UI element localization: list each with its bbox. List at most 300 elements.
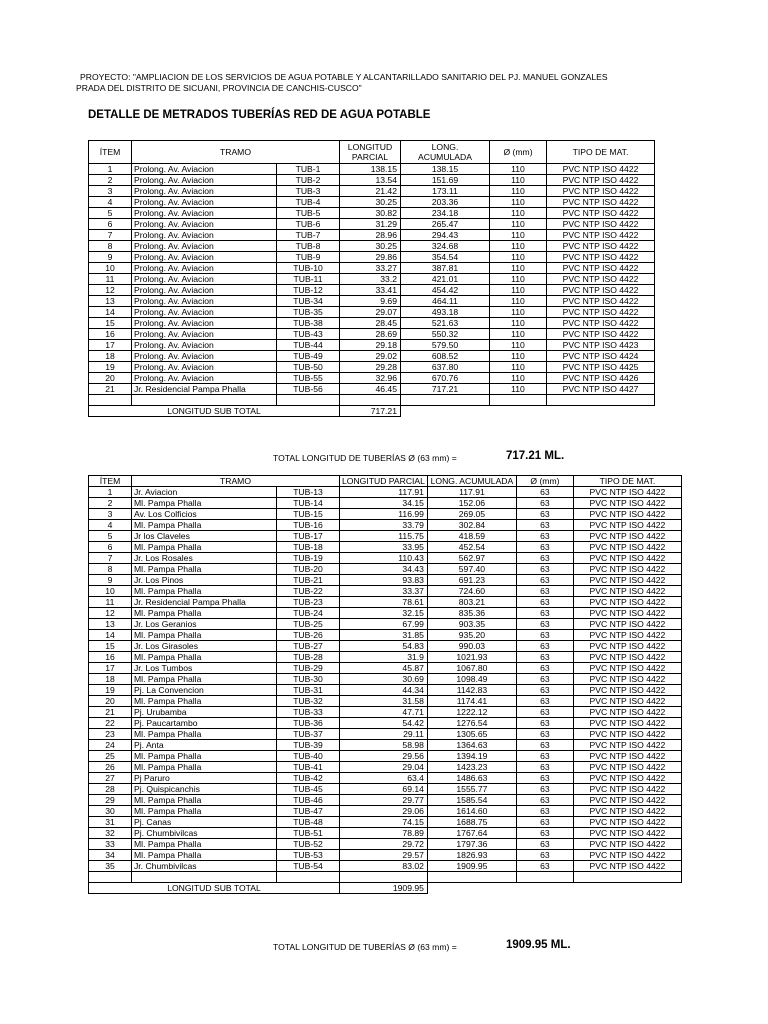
cell-tub: TUB-33 — [277, 707, 340, 718]
cell-tub: TUB-2 — [277, 175, 340, 186]
cell-item: 10 — [89, 586, 132, 597]
cell-tramo: Jr. Residencial Pampa Phalla — [132, 597, 277, 608]
cell-tub: TUB-32 — [277, 696, 340, 707]
cell-diametro: 63 — [516, 663, 573, 674]
cell-long-acumulada: 521.63 — [401, 318, 490, 329]
table-row — [89, 817, 682, 828]
cell-tramo: Prolong. Av. Aviacion — [132, 186, 277, 197]
cell-item: 16 — [89, 329, 132, 340]
cell-tramo: Pj. La Convencion — [132, 685, 277, 696]
cell-tramo: Ml. Pampa Phalla — [132, 850, 277, 861]
cell-item: 25 — [89, 751, 132, 762]
cell-item: 18 — [89, 351, 132, 362]
cell-tipo-material: PVC NTP ISO 4422 — [547, 230, 655, 241]
cell-long-acumulada: 1394.19 — [427, 751, 516, 762]
cell-item: 14 — [89, 307, 132, 318]
cell-long-acumulada: 1614.60 — [427, 806, 516, 817]
cell-long-acumulada: 1364.63 — [427, 740, 516, 751]
cell-tramo: Prolong. Av. Aviacion — [132, 318, 277, 329]
cell-item: 2 — [89, 175, 132, 186]
cell-longitud-parcial: 46.45 — [340, 384, 401, 395]
cell-long-acumulada: 1826.93 — [427, 850, 516, 861]
cell-tramo: Av. Los Colficios — [132, 509, 277, 520]
cell-long-acumulada: 152.06 — [427, 498, 516, 509]
cell-tramo: Pj. Chumbivilcas — [132, 828, 277, 839]
cell-tipo-material: PVC NTP ISO 4422 — [573, 652, 681, 663]
cell-longitud-parcial: 30.82 — [340, 208, 401, 219]
cell-tipo-material: PVC NTP ISO 4423 — [547, 340, 655, 351]
cell-diametro: 63 — [516, 850, 573, 861]
table-row — [89, 839, 682, 850]
cell-item: 13 — [89, 296, 132, 307]
cell-item: 27 — [89, 773, 132, 784]
cell-diametro: 110 — [490, 318, 547, 329]
cell-tramo: Prolong. Av. Aviacion — [132, 252, 277, 263]
cell-tub: TUB-48 — [277, 817, 340, 828]
table-row — [89, 619, 682, 630]
cell-tipo-material: PVC NTP ISO 4422 — [573, 685, 681, 696]
cell-tub: TUB-53 — [277, 850, 340, 861]
table-row — [89, 520, 682, 531]
table-row — [89, 674, 682, 685]
table-row — [89, 685, 682, 696]
cell-long-acumulada: 387.81 — [401, 263, 490, 274]
cell-diametro: 63 — [516, 718, 573, 729]
cell-long-acumulada: 608.52 — [401, 351, 490, 362]
cell-item: 11 — [89, 597, 132, 608]
cell-item: 23 — [89, 729, 132, 740]
cell-tipo-material: PVC NTP ISO 4422 — [547, 296, 655, 307]
cell-item: 19 — [89, 362, 132, 373]
cell-long-acumulada: 1142.83 — [427, 685, 516, 696]
cell-item: 15 — [89, 641, 132, 652]
header-longitud-parcial-l2: PARCIAL — [351, 152, 389, 162]
header-longitud-parcial: LONGITUD PARCIAL — [340, 476, 428, 487]
cell-tub: TUB-18 — [277, 542, 340, 553]
cell-tipo-material: PVC NTP ISO 4422 — [573, 696, 681, 707]
cell-tub: TUB-1 — [277, 164, 340, 175]
cell-tub: TUB-26 — [277, 630, 340, 641]
cell-long-acumulada: 1688.75 — [427, 817, 516, 828]
cell-tipo-material: PVC NTP ISO 4422 — [547, 186, 655, 197]
cell-tipo-material: PVC NTP ISO 4422 — [547, 208, 655, 219]
cell-tipo-material: PVC NTP ISO 4422 — [573, 586, 681, 597]
cell-long-acumulada: 493.18 — [401, 307, 490, 318]
table-row — [89, 850, 682, 861]
cell-long-acumulada: 1767.64 — [427, 828, 516, 839]
cell-longitud-parcial: 110.43 — [340, 553, 428, 564]
cell-tramo: Ml. Pampa Phalla — [132, 729, 277, 740]
cell-diametro: 63 — [516, 828, 573, 839]
cell-tramo: Ml. Pampa Phalla — [132, 520, 277, 531]
cell-longitud-parcial: 30.25 — [340, 197, 401, 208]
cell-tub: TUB-24 — [277, 608, 340, 619]
cell-tub: TUB-10 — [277, 263, 340, 274]
project-line-2: PRADA DEL DISTRITO DE SICUANI, PROVINCIA DE CANCHIS-CUSCO" — [76, 82, 362, 93]
cell-tramo: Pj. Urubamba — [132, 707, 277, 718]
cell-diametro: 63 — [516, 553, 573, 564]
cell-long-acumulada: 421.01 — [401, 274, 490, 285]
cell-item: 2 — [89, 498, 132, 509]
cell-tipo-material: PVC NTP ISO 4422 — [573, 520, 681, 531]
table-row — [89, 729, 682, 740]
cell-longitud-parcial: 45.87 — [340, 663, 428, 674]
cell-diametro: 63 — [516, 795, 573, 806]
cell-tipo-material: PVC NTP ISO 4422 — [573, 861, 681, 872]
cell-long-acumulada: 637.80 — [401, 362, 490, 373]
cell-long-acumulada: 269.05 — [427, 509, 516, 520]
cell-tub: TUB-9 — [277, 252, 340, 263]
cell-item: 1 — [89, 487, 132, 498]
cell-tub: TUB-12 — [277, 285, 340, 296]
cell-longitud-parcial: 29.11 — [340, 729, 428, 740]
page-title: DETALLE DE METRADOS TUBERÍAS RED DE AGUA POTABLE — [88, 109, 431, 121]
cell-diametro: 63 — [516, 487, 573, 498]
cell-tub: TUB-14 — [277, 498, 340, 509]
cell-longitud-parcial: 116.99 — [340, 509, 428, 520]
cell-tub: TUB-46 — [277, 795, 340, 806]
table-row — [89, 575, 682, 586]
cell-diametro: 63 — [516, 619, 573, 630]
table-row — [89, 351, 655, 362]
cell-diametro: 63 — [516, 498, 573, 509]
header-long-acumulada-l1: LONG. — [431, 142, 459, 152]
cell-tipo-material: PVC NTP ISO 4422 — [573, 850, 681, 861]
cell-diametro: 110 — [490, 340, 547, 351]
cell-tramo: Ml. Pampa Phalla — [132, 839, 277, 850]
cell-tramo: Ml. Pampa Phalla — [132, 652, 277, 663]
cell-tramo: Ml. Pampa Phalla — [132, 630, 277, 641]
cell-tipo-material: PVC NTP ISO 4422 — [573, 542, 681, 553]
cell-tipo-material: PVC NTP ISO 4422 — [573, 784, 681, 795]
cell-longitud-parcial: 69.14 — [340, 784, 428, 795]
header-tramo: TRAMO — [132, 141, 340, 164]
cell-tipo-material: PVC NTP ISO 4422 — [573, 498, 681, 509]
header-tramo: TRAMO — [132, 476, 340, 487]
cell-tramo: Jr. Los Geranios — [132, 619, 277, 630]
cell-diametro: 63 — [516, 696, 573, 707]
cell-tipo-material: PVC NTP ISO 4422 — [573, 762, 681, 773]
table-row — [89, 861, 682, 872]
cell-tub: TUB-36 — [277, 718, 340, 729]
cell-tramo: Prolong. Av. Aviacion — [132, 219, 277, 230]
cell-tub: TUB-37 — [277, 729, 340, 740]
cell-tramo: Ml. Pampa Phalla — [132, 498, 277, 509]
cell-item: 28 — [89, 784, 132, 795]
cell-diametro: 110 — [490, 252, 547, 263]
cell-tramo: Ml. Pampa Phalla — [132, 762, 277, 773]
cell-item: 6 — [89, 219, 132, 230]
cell-tramo: Prolong. Av. Aviacion — [132, 373, 277, 384]
cell-tramo: Jr. Los Rosales — [132, 553, 277, 564]
cell-long-acumulada: 1555.77 — [427, 784, 516, 795]
cell-tramo: Pj Paruro — [132, 773, 277, 784]
cell-tramo: Prolong. Av. Aviacion — [132, 285, 277, 296]
cell-longitud-parcial: 32.15 — [340, 608, 428, 619]
cell-diametro: 63 — [516, 652, 573, 663]
cell-tub: TUB-56 — [277, 384, 340, 395]
cell-diametro: 63 — [516, 597, 573, 608]
cell-tipo-material: PVC NTP ISO 4422 — [573, 740, 681, 751]
table-row — [89, 696, 682, 707]
header-tipo-material: TIPO DE MAT. — [547, 141, 655, 164]
cell-longitud-parcial: 58.98 — [340, 740, 428, 751]
cell-longitud-parcial: 29.56 — [340, 751, 428, 762]
cell-longitud-parcial: 63.4 — [340, 773, 428, 784]
cell-tub: TUB-23 — [277, 597, 340, 608]
cell-longitud-parcial: 47.71 — [340, 707, 428, 718]
cell-long-acumulada: 724.60 — [427, 586, 516, 597]
table-row — [89, 219, 655, 230]
cell-diametro: 63 — [516, 762, 573, 773]
cell-long-acumulada: 151.69 — [401, 175, 490, 186]
header-item: ÍTEM — [89, 141, 132, 164]
table-row — [89, 542, 682, 553]
table-row — [89, 197, 655, 208]
cell-diametro: 63 — [516, 520, 573, 531]
cell-diametro: 110 — [490, 197, 547, 208]
table-row — [89, 740, 682, 751]
cell-item: 21 — [89, 384, 132, 395]
cell-tramo: Jr. Aviacion — [132, 487, 277, 498]
header-longitud-parcial — [340, 141, 401, 164]
total-value: 717.21 ML. — [506, 450, 565, 462]
cell-tramo: Ml. Pampa Phalla — [132, 751, 277, 762]
cell-tub: TUB-4 — [277, 197, 340, 208]
cell-tipo-material: PVC NTP ISO 4422 — [573, 817, 681, 828]
table-row — [89, 586, 682, 597]
cell-longitud-parcial: 33.41 — [340, 285, 401, 296]
cell-tub: TUB-30 — [277, 674, 340, 685]
cell-long-acumulada: 670.76 — [401, 373, 490, 384]
cell-longitud-parcial: 74.15 — [340, 817, 428, 828]
cell-item: 16 — [89, 652, 132, 663]
cell-item: 7 — [89, 553, 132, 564]
cell-long-acumulada: 354.54 — [401, 252, 490, 263]
cell-tramo: Prolong. Av. Aviacion — [132, 164, 277, 175]
cell-item: 11 — [89, 274, 132, 285]
cell-diametro: 110 — [490, 208, 547, 219]
cell-long-acumulada: 454.42 — [401, 285, 490, 296]
cell-diametro: 63 — [516, 839, 573, 850]
cell-tipo-material: PVC NTP ISO 4422 — [573, 597, 681, 608]
cell-tramo: Ml. Pampa Phalla — [132, 795, 277, 806]
cell-long-acumulada: 1585.54 — [427, 795, 516, 806]
cell-longitud-parcial: 34.15 — [340, 498, 428, 509]
table-row — [89, 806, 682, 817]
cell-longitud-parcial: 33.2 — [340, 274, 401, 285]
cell-longitud-parcial: 33.79 — [340, 520, 428, 531]
cell-long-acumulada: 418.59 — [427, 531, 516, 542]
cell-diametro: 110 — [490, 296, 547, 307]
table-row — [89, 318, 655, 329]
subtotal-value: 717.21 — [340, 406, 401, 417]
cell-item: 5 — [89, 208, 132, 219]
cell-tipo-material: PVC NTP ISO 4422 — [547, 175, 655, 186]
cell-tramo: Pj. Quispicanchis — [132, 784, 277, 795]
cell-longitud-parcial: 29.04 — [340, 762, 428, 773]
cell-longitud-parcial: 28.96 — [340, 230, 401, 241]
cell-tramo: Pj. Canas — [132, 817, 277, 828]
cell-diametro: 63 — [516, 784, 573, 795]
cell-diametro: 63 — [516, 586, 573, 597]
cell-tramo: Prolong. Av. Aviacion — [132, 307, 277, 318]
cell-tub: TUB-29 — [277, 663, 340, 674]
cell-tub: TUB-11 — [277, 274, 340, 285]
cell-long-acumulada: 1305.65 — [427, 729, 516, 740]
cell-item: 4 — [89, 197, 132, 208]
cell-tipo-material: PVC NTP ISO 4422 — [573, 729, 681, 740]
cell-tipo-material: PVC NTP ISO 4422 — [573, 630, 681, 641]
table-110mm — [88, 140, 655, 417]
cell-long-acumulada: 138.15 — [401, 164, 490, 175]
cell-tipo-material: PVC NTP ISO 4422 — [547, 197, 655, 208]
cell-diametro: 110 — [490, 164, 547, 175]
table-row — [89, 652, 682, 663]
table-row — [89, 362, 655, 373]
cell-tipo-material: PVC NTP ISO 4422 — [573, 795, 681, 806]
cell-diametro: 63 — [516, 674, 573, 685]
cell-long-acumulada: 935.20 — [427, 630, 516, 641]
cell-longitud-parcial: 44.34 — [340, 685, 428, 696]
cell-long-acumulada: 597.40 — [427, 564, 516, 575]
cell-long-acumulada: 550.32 — [401, 329, 490, 340]
cell-longitud-parcial: 29.02 — [340, 351, 401, 362]
cell-item: 33 — [89, 839, 132, 850]
table-row — [89, 509, 682, 520]
cell-tramo: Ml. Pampa Phalla — [132, 564, 277, 575]
cell-tub: TUB-39 — [277, 740, 340, 751]
table-row — [89, 641, 682, 652]
cell-longitud-parcial: 29.57 — [340, 850, 428, 861]
project-line-1: PROYECTO: "AMPLIACION DE LOS SERVICIOS DE AGUA POTABLE Y ALCANTARILLADO SANITARIO DEL PJ. MANUEL GONZALES — [80, 72, 608, 82]
cell-tipo-material: PVC NTP ISO 4422 — [547, 285, 655, 296]
cell-tub: TUB-7 — [277, 230, 340, 241]
cell-long-acumulada: 464.11 — [401, 296, 490, 307]
cell-tub: TUB-41 — [277, 762, 340, 773]
cell-tramo: Prolong. Av. Aviacion — [132, 208, 277, 219]
cell-long-acumulada: 203.36 — [401, 197, 490, 208]
cell-longitud-parcial: 83.02 — [340, 861, 428, 872]
header-diametro: Ø (mm) — [516, 476, 573, 487]
cell-diametro: 110 — [490, 263, 547, 274]
cell-tipo-material: PVC NTP ISO 4422 — [547, 263, 655, 274]
cell-item: 7 — [89, 230, 132, 241]
table-header-row — [89, 141, 655, 164]
table-row — [89, 296, 655, 307]
cell-tipo-material: PVC NTP ISO 4422 — [547, 307, 655, 318]
cell-longitud-parcial: 115.75 — [340, 531, 428, 542]
cell-longitud-parcial: 29.06 — [340, 806, 428, 817]
cell-long-acumulada: 1276.54 — [427, 718, 516, 729]
cell-tipo-material: PVC NTP ISO 4422 — [573, 608, 681, 619]
cell-tub: TUB-44 — [277, 340, 340, 351]
subtotal-value: 1909.95 — [340, 883, 428, 894]
cell-tipo-material: PVC NTP ISO 4422 — [573, 707, 681, 718]
table-row — [89, 553, 682, 564]
cell-item: 3 — [89, 509, 132, 520]
cell-long-acumulada: 717.21 — [401, 384, 490, 395]
cell-tipo-material: PVC NTP ISO 4422 — [547, 219, 655, 230]
cell-diametro: 110 — [490, 373, 547, 384]
cell-diametro: 63 — [516, 740, 573, 751]
cell-long-acumulada: 1797.36 — [427, 839, 516, 850]
cell-item: 19 — [89, 685, 132, 696]
cell-diametro: 63 — [516, 509, 573, 520]
cell-diametro: 63 — [516, 542, 573, 553]
cell-tub: TUB-25 — [277, 619, 340, 630]
cell-tub: TUB-20 — [277, 564, 340, 575]
cell-tipo-material: PVC NTP ISO 4422 — [547, 241, 655, 252]
cell-tramo: Prolong. Av. Aviacion — [132, 241, 277, 252]
cell-tipo-material: PVC NTP ISO 4422 — [573, 806, 681, 817]
cell-item: 12 — [89, 608, 132, 619]
table-row — [89, 175, 655, 186]
cell-tipo-material: PVC NTP ISO 4422 — [573, 663, 681, 674]
cell-item: 5 — [89, 531, 132, 542]
cell-diametro: 110 — [490, 362, 547, 373]
cell-tipo-material: PVC NTP ISO 4422 — [573, 619, 681, 630]
cell-longitud-parcial: 13.54 — [340, 175, 401, 186]
cell-item: 34 — [89, 850, 132, 861]
header-long-acumulada-l2: ACUMULADA — [418, 152, 472, 162]
cell-item: 17 — [89, 340, 132, 351]
cell-diametro: 110 — [490, 384, 547, 395]
total-label: TOTAL LONGITUD DE TUBERÍAS Ø (63 mm) = — [273, 942, 457, 952]
cell-tipo-material: PVC NTP ISO 4422 — [573, 718, 681, 729]
cell-longitud-parcial: 28.45 — [340, 318, 401, 329]
cell-longitud-parcial: 31.85 — [340, 630, 428, 641]
cell-long-acumulada: 1486.63 — [427, 773, 516, 784]
cell-tramo: Ml. Pampa Phalla — [132, 674, 277, 685]
cell-longitud-parcial: 32.96 — [340, 373, 401, 384]
cell-diametro: 110 — [490, 274, 547, 285]
cell-tub: TUB-40 — [277, 751, 340, 762]
cell-item: 20 — [89, 696, 132, 707]
cell-tub: TUB-31 — [277, 685, 340, 696]
cell-tramo: Ml. Pampa Phalla — [132, 542, 277, 553]
cell-tub: TUB-21 — [277, 575, 340, 586]
table-row — [89, 762, 682, 773]
cell-long-acumulada: 1909.95 — [427, 861, 516, 872]
header-item: ÍTEM — [89, 476, 132, 487]
cell-longitud-parcial: 78.89 — [340, 828, 428, 839]
cell-item: 13 — [89, 619, 132, 630]
header-longitud-parcial-l1: LONGITUD — [347, 142, 393, 152]
cell-diametro: 110 — [490, 219, 547, 230]
cell-tipo-material: PVC NTP ISO 4426 — [547, 373, 655, 384]
cell-longitud-parcial: 31.29 — [340, 219, 401, 230]
cell-diametro: 110 — [490, 230, 547, 241]
cell-tub: TUB-45 — [277, 784, 340, 795]
cell-longitud-parcial: 54.83 — [340, 641, 428, 652]
table-row — [89, 718, 682, 729]
cell-item: 22 — [89, 718, 132, 729]
cell-diametro: 63 — [516, 773, 573, 784]
cell-tipo-material: PVC NTP ISO 4422 — [547, 318, 655, 329]
cell-tipo-material: PVC NTP ISO 4422 — [547, 329, 655, 340]
cell-tub: TUB-19 — [277, 553, 340, 564]
cell-long-acumulada: 1098.49 — [427, 674, 516, 685]
header-diametro: Ø (mm) — [490, 141, 547, 164]
cell-diametro: 110 — [490, 186, 547, 197]
cell-tipo-material: PVC NTP ISO 4422 — [573, 487, 681, 498]
cell-tramo: Pj. Paucartambo — [132, 718, 277, 729]
cell-tipo-material: PVC NTP ISO 4422 — [573, 553, 681, 564]
table-row — [89, 164, 655, 175]
cell-longitud-parcial: 29.77 — [340, 795, 428, 806]
cell-item: 1 — [89, 164, 132, 175]
